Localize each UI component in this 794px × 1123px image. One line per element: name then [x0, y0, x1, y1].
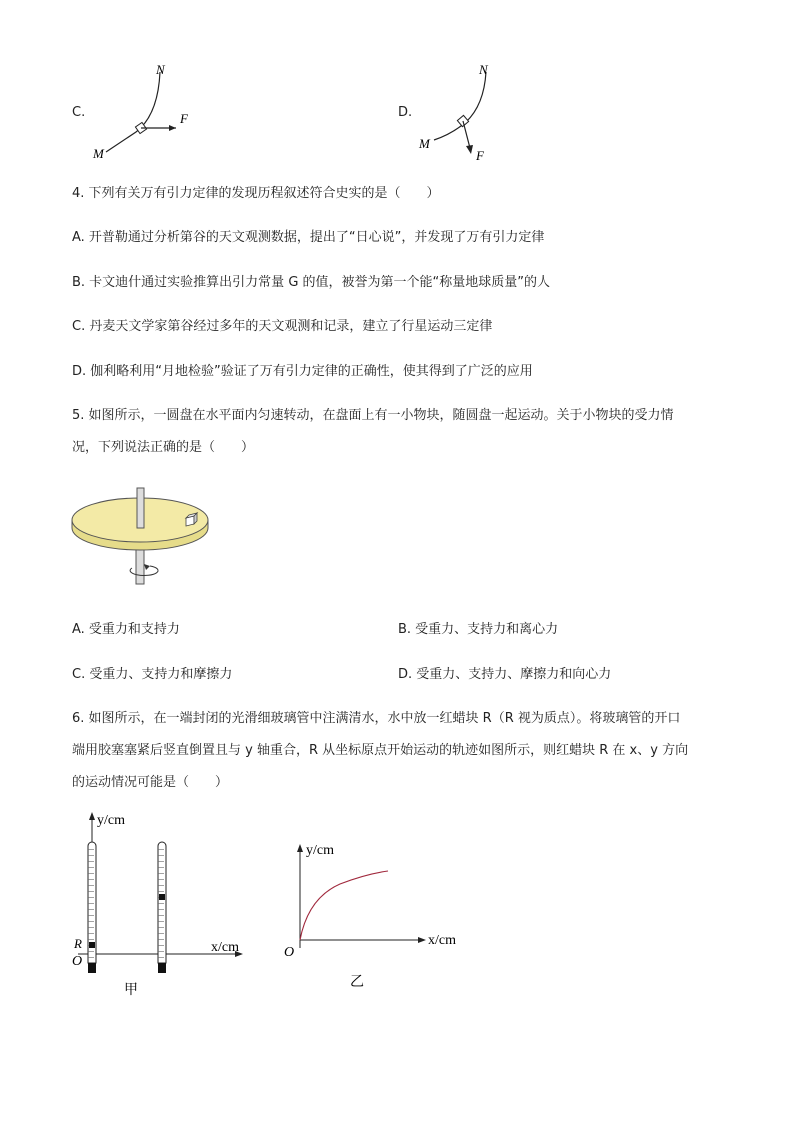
label-n: N: [479, 62, 488, 77]
label-r: R: [74, 936, 82, 951]
q5-option-c: C. 受重力、支持力和摩擦力: [72, 667, 233, 682]
figure-yi: [280, 836, 480, 996]
q4-option-b: B. 卡文迪什通过实验推算出引力常量 G 的值，被誉为第一个能“称量地球质量”的人: [72, 275, 550, 290]
label-f: F: [476, 148, 484, 163]
caption-yi: 乙: [350, 975, 364, 990]
figure-jia: [68, 808, 258, 998]
trajectory-curve: [300, 871, 388, 940]
option-c-figure: [88, 60, 208, 170]
option-d-label: D.: [398, 105, 413, 120]
q6-stem-line3: 的运动情况可能是（ ）: [72, 775, 229, 790]
y-axis-label: y/cm: [306, 843, 334, 858]
q4-option-a: A. 开普勒通过分析第谷的天文观测数据，提出了“日心说”，并发现了万有引力定律: [72, 230, 545, 245]
q5-stem-line2: 况，下列说法正确的是（ ）: [72, 440, 255, 455]
option-d-figure: [414, 60, 534, 170]
label-o: O: [72, 954, 83, 969]
q5-stem-line1: 5. 如图所示，一圆盘在水平面内匀速转动，在盘面上有一小物块，随圆盘一起运动。关于小物块的受力情: [72, 408, 674, 423]
q5-option-d: D. 受重力、支持力、摩擦力和向心力: [398, 667, 612, 682]
label-m: M: [419, 136, 430, 151]
x-axis-label: x/cm: [211, 940, 239, 955]
q5-option-a: A. 受重力和支持力: [72, 622, 180, 637]
label-o: O: [284, 945, 295, 960]
caption-jia: 甲: [124, 983, 138, 998]
q5-option-b: B. 受重力、支持力和离心力: [398, 622, 559, 637]
y-axis-label: y/cm: [97, 813, 125, 828]
label-f: F: [180, 111, 188, 126]
glass-tube-left: [88, 842, 96, 973]
label-m: M: [93, 146, 104, 161]
glass-tube-right: [158, 842, 166, 973]
q4-option-c: C. 丹麦天文学家第谷经过多年的天文观测和记录，建立了行星运动三定律: [72, 319, 493, 334]
x-axis-label: x/cm: [428, 933, 456, 948]
q6-stem-line1: 6. 如图所示，在一端封闭的光滑细玻璃管中注满清水，水中放一红蜡块 R（R 视为质点）。将玻璃管的开口: [72, 711, 681, 726]
q4-option-d: D. 伽利略利用“月地检验”验证了万有引力定律的正确性，使其得到了广泛的应用: [72, 364, 533, 379]
rotating-disk-figure: [70, 484, 215, 594]
label-n: N: [156, 62, 165, 77]
q6-stem-line2: 端用胶塞塞紧后竖直倒置且与 y 轴重合，R 从坐标原点开始运动的轨迹如图所示，则红蜡块 R 在 x、y 方向: [72, 743, 689, 758]
q4-stem: 4. 下列有关万有引力定律的发现历程叙述符合史实的是（ ）: [72, 186, 440, 201]
option-c-label: C.: [72, 105, 86, 120]
